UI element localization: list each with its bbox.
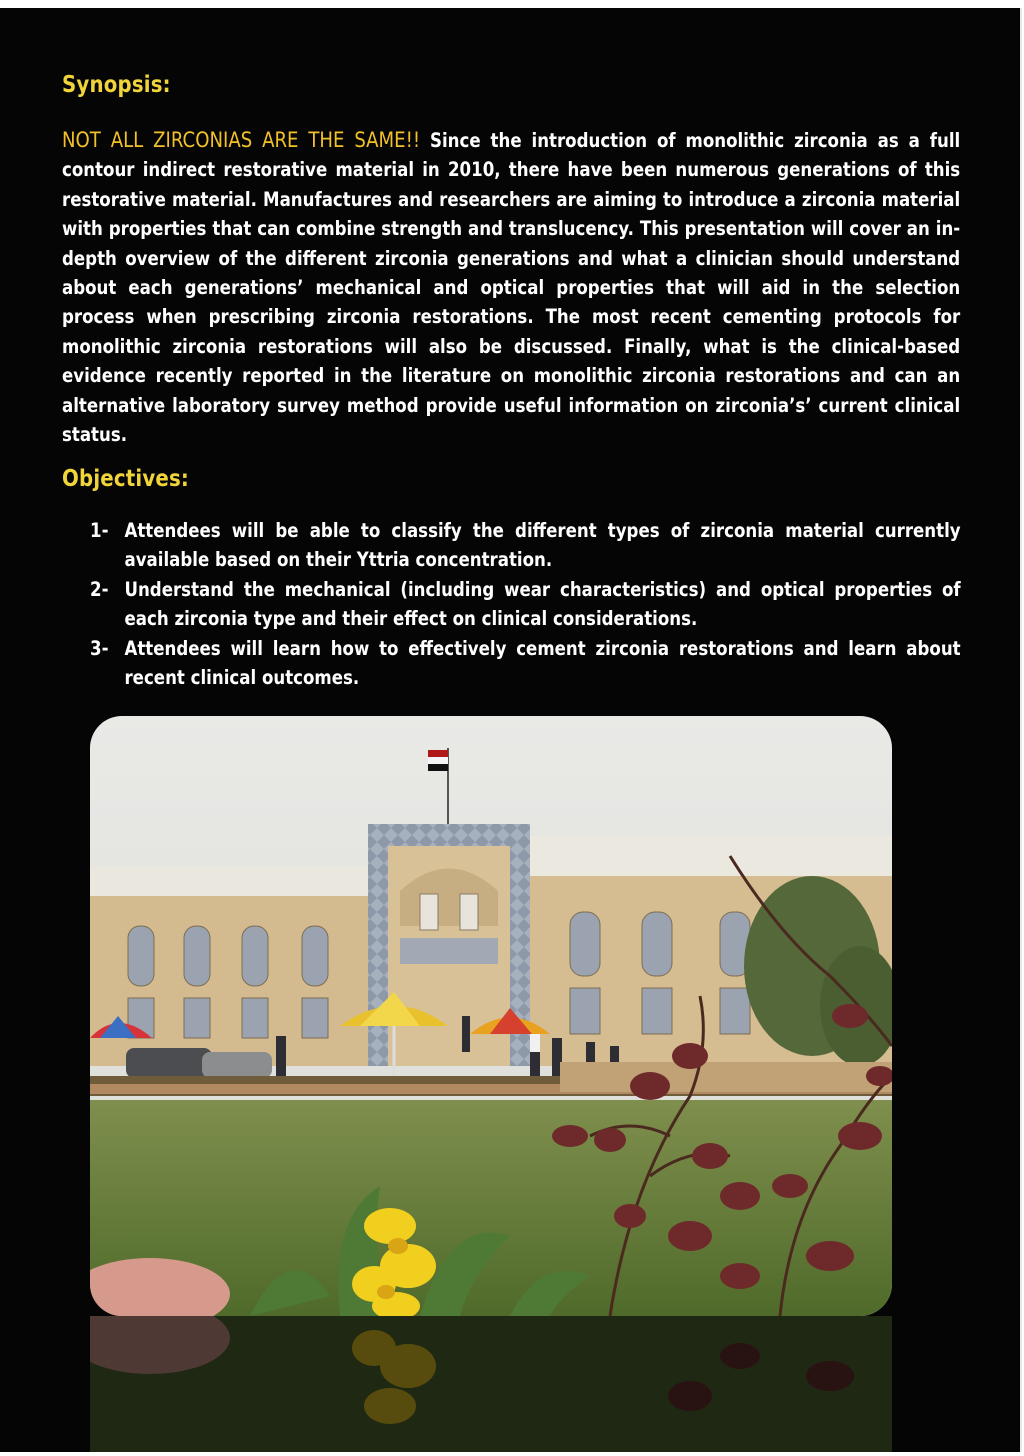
objective-item xyxy=(90,634,961,693)
objective-number: 3- xyxy=(90,636,109,660)
objective-number: 2- xyxy=(90,577,109,601)
photo-reflection xyxy=(90,1316,892,1452)
synopsis-paragraph xyxy=(62,126,960,449)
synopsis-body: Since the introduction of monolithic zirconia as a full contour indirect restorative material in 2010, there have been numerous generations of this restorative material. Manufactures and researchers are aiming to introduce a zirconia material with properties that can combine strength and translucency. This presentation will cover an in-depth overview of the different zirconia generations and what a clinician should understand about each generations’ mechanical and optical properties that will aid in the selection process when prescribing zirconia restorations. The most recent cementing protocols for monolithic zirconia restorations will also be discussed. Finally, what is the clinical-based evidence recently reported in the literature on monolithic zirconia restorations and can an alternative laboratory survey method provide useful information on zirconia’s’ current clinical status. xyxy=(62,129,961,447)
objective-text: Attendees will be able to classify the different types of zirconia material currently available based on their Yttria concentration. xyxy=(124,519,961,572)
campus-photo xyxy=(90,716,892,1316)
objectives-list xyxy=(90,516,961,692)
objective-item xyxy=(90,516,961,575)
objectives-heading: Objectives: xyxy=(62,466,190,492)
objective-text: Attendees will learn how to effectively cement zirconia restorations and learn about recent clinical outcomes. xyxy=(124,636,961,690)
flyer-page xyxy=(0,8,1022,1452)
objective-text: Understand the mechanical (including wear characteristics) and optical properties of each zirconia type and their effect on clinical considerations. xyxy=(124,577,961,631)
objective-number: 1- xyxy=(90,519,109,542)
objective-item xyxy=(90,575,961,634)
synopsis-lead: NOT ALL ZIRCONIAS ARE THE SAME!! xyxy=(62,128,421,152)
synopsis-heading: Synopsis: xyxy=(62,72,171,98)
